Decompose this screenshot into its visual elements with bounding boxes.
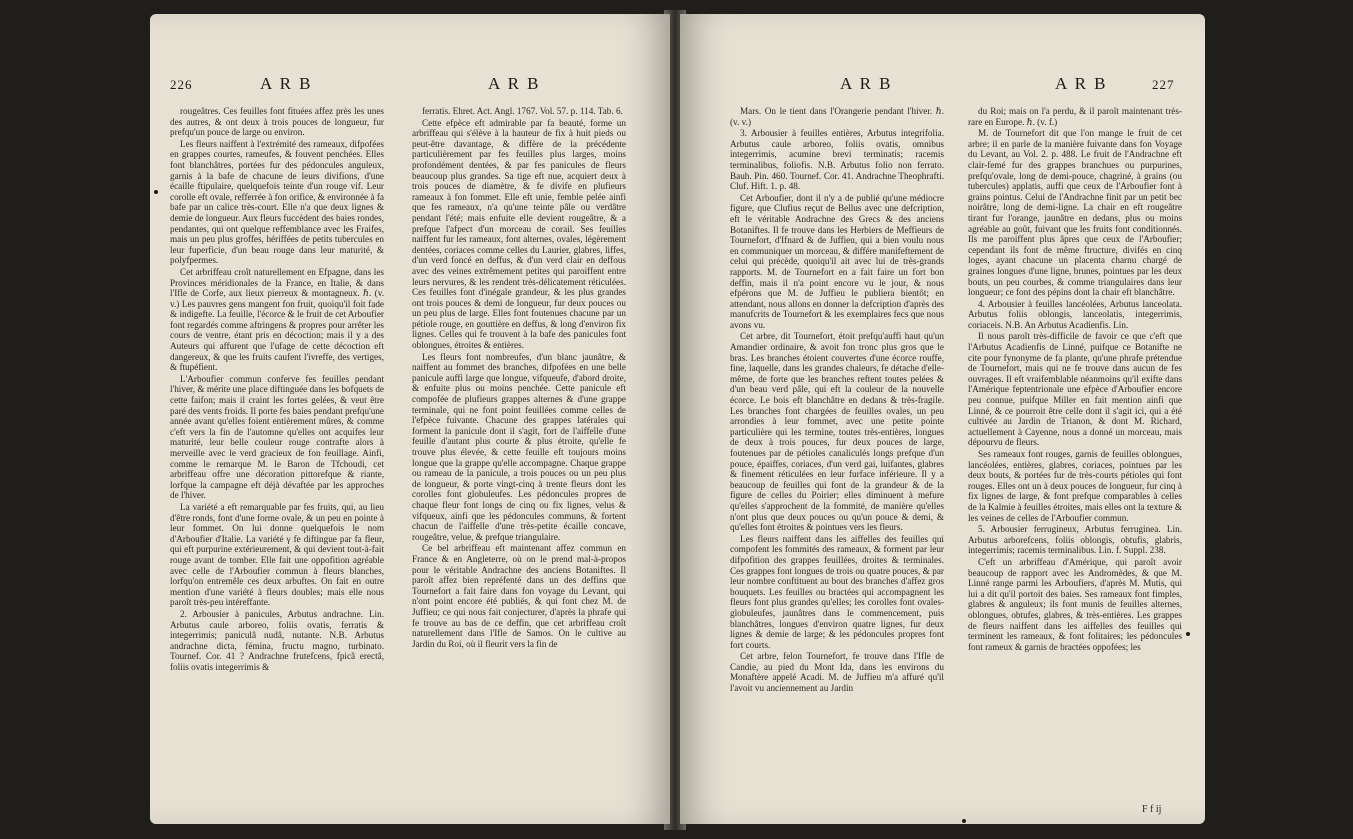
paragraph: Ce bel arbriffeau eft maintenant affez commun en France & en Angleterre, où on le prend mal-à-propos pour le véritable Andrachne des anciens Botaniftes. Il paroît affez bien repréfenté dans un des deffins que Tournefort a fait faire dans fon voyage du Levant, qui n'ont point encore été publiés, & qui font chez M. de Juffieu; ce qui nous fait conjecturer, d'après la phrafe qui fe trouve au bas de ce deffin, que cet arbriffeau croît naturellement dans l'Ifle de Samos. On le cultive au Jardin du Roi, où il fleurit vers la fin de (412, 543, 626, 649)
paragraph: L'Arboufier commun conferve fes feuilles pendant l'hiver, & mérite une place diftinguée dans les bofquets de cette faifon; mais il craint les fortes gelées, & veut être paré des vents froids. Il porte fes baies pendant prefqu'une année avant qu'elles foient entièrement mûres, & comme c'eft vers la fin de l'automne qu'elles ont acquifes leur maturité, leur belle couleur rouge contrafte alors à merveille avec le verd gracieux de fon feuillage. Ainfi, comme le remarque M. le Baron de Tfchoudi, cet arbriffeau offre une décoration pittorefque & riante, lorfque la campagne eft déjà dévaftée par les approches de l'hiver. (170, 373, 384, 501)
left-headword-2: A R B (488, 74, 541, 93)
paragraph: C'eft un arbriffeau d'Amérique, qui paroît avoir beaucoup de rapport avec les Andromèdes, & que M. Linné range parmi les Arboufiers, d'après M. Mutis, qui lui a dit qu'il portoit des baies. Ses rameaux font fimples, glabres & anguleux; ils font munis de feuilles alternes, oblongues, obtufes, glabres, & très-entières. Les grappes de fleurs naiffent dans les aiffelles des feuilles qui terminent les rameaux, & font folitaires; les pédoncules font rameux & garnis de bractées oppofées; les (968, 556, 1182, 652)
left-running-head (150, 74, 670, 98)
paragraph: Les fleurs font nombreufes, d'un blanc jaunâtre, & naiffent au fommet des branches, difpofées en une belle panicule auffi large que longue, vifqueufe, d'abord droite, & enfuite plus ou moins penchée. Cette panicule eft compofée de plufieurs grappes alternes & d'une grappe terminale, qui ne font point feuillées comme celles de l'efpèce fuivante. Chacune des grappes latérales qui forment la panicule dont il s'agit, fort de l'aiffelle d'une feuille d'autant plus courte & plus étroite, qu'elle fe trouve plus élevée, & cette feuille eft toujours moins longue que la grappe qu'elle accompagne. Chaque grappe ou rameau de la panicule, a trois pouces ou un peu plus de longueur, & porte vingt-cinq à trente fleurs dont les corolles font globuleufes. Les pédoncules propres de chaque fleur font longs de cinq ou fix lignes, velus & vifqueux, ainfi que les pédoncules communs, & fortent chacun de l'aiffelle d'une très-petite écaille concave, rougeâtre, velue, & prefque triangulaire. (412, 351, 626, 542)
paragraph: Cet arbre, dit Tournefort, étoit prefqu'auffi haut qu'un Amandier ordinaire, & avoit fon tronc plus gros que le bras. Les branches étoient couvertes d'une écorce rouffe, fine, laquelle, dans les grandes chaleurs, fe détache d'elle-même, de forte que les branches reftent toutes pelées & d'un beau verd pâle, qui eft la couleur de la nouvelle écorce. Le bois eft blanchâtre en dedans & très-fragile. Les branches font chargées de feuilles ovales, un peu arrondies à leur fommet, avec une petite pointe particulière qui les termine, toutes très-entières, longues de deux à trois pouces, fur deux pouces de large, foutenues par de pétioles canaliculés longs prefque d'un pouce, épaiffes, coriaces, d'un verd gai, luifantes, glabres & finement réticulées en leur furface inférieure. Il y a beaucoup de feuilles qui font de la grandeur & de la figure de celles du Poirier; elles diminuent à mefure qu'elles s'approchent de la fommité, de manière qu'elles n'ont plus que deux pouces ou qu'un pouce & demi, & qu'elles font étroites & pointues vers les fleurs. (730, 331, 944, 533)
paragraph: du Roi; mais on l'a perdu, & il paroît maintenant très-rare en Europe. ℏ. (v. f.) (968, 106, 1182, 127)
left-column-2 (412, 106, 626, 650)
left-headword-1: A R B (260, 74, 313, 93)
right-column-2 (968, 106, 1182, 653)
left-page-number: 226 (170, 77, 193, 92)
paragraph: M. de Tournefort dit que l'on mange le fruit de cet arbre; il en parle de la manière fuivante dans fon Voyage du Levant, au Vol. 2. p. 488. Le fruit de l'Andrachne eft clair-femé fur des grappes branchues ou purpurines, prefqu'ovale, long de demi-pouce, chagriné, à grains (ou tubercules) applatis, auffi que ceux de l'Arboufier font à grains pointus. Celui de l'Andrachne finit par un petit bec noirâtre, long de demi-ligne. La chair en eft rougeâtre tirant fur l'orange, jaunâtre en dedans, plus ou moins agréable au goût, fuivant que les fruits font conditionnés. Ils me paroiffent plus âpres que ceux de l'Arboufier; cependant ils font de même ftructure, divifés en cinq loges, ayant chacune un placenta charnu chargé de graines longues d'une ligne, brunes, pointues par les deux bouts, un peu courbes, & comme triangulaires dans leur longueur; ce font des pépins dont la chair eft blanchâtre. (968, 128, 1182, 298)
paragraph: Il nous paroît très-difficile de favoir ce que c'eft que l'Arbutus Acadienfis de Linné, puifque ce Botanifte ne cite pour fynonyme de fa plante, qu'une phrafe prétendue de Tournefort, mais qui ne fe trouve dans aucun de fes ouvrages. Il eft vraifemblable néanmoins qu'il exifte dans l'Amérique feptentrionale une efpèce d'Arboufier encore peu connue, puifque Miller en fait mention ainfi que Linné, & ce pourroit être celle dont il s'agit ici, qui a été cultivée au Jardin de Trianon, & dont M. Richard, actuellement à Cayenne, nous a donné un morceau, mais dépourvu de fleurs. (968, 331, 1182, 448)
right-headword-2: A R B (1055, 74, 1108, 93)
right-page-number: 227 (1152, 77, 1175, 92)
margin-mark-right (1186, 632, 1190, 636)
paragraph: 2. Arbousier à panicules, Arbutus andrachne. Lin. Arbutus caule arboreo, foliis ovatis, ferratis & integerrimis; paniculâ nudâ, nutante. N.B. Arbutus andrachne dicta, fémina, fructu magno, turbinato. Tournef. Cor. 41 ? Andrachne frutefcens, fpicâ erectâ, foliis ovatis integerrimis & (170, 608, 384, 672)
left-column-1 (170, 106, 384, 673)
right-column-1 (730, 106, 944, 695)
left-page (150, 14, 670, 824)
paragraph: Cet arbriffeau croît naturellement en Efpagne, dans les Provinces méridionales de la France, en Italie, & dans l'Ifle de Corfe, aux lieux pierreux & montagneux. ℏ. (v. v.) Les pauvres gens mangent fon fruit, quoiqu'il foit fade & indigefte. La feuille, l'écorce & le fruit de cet Arboufier font regardés comme aftringens & propres pour arrêter les cours de ventre, étant pris en décoction; mais il y a des Auteurs qui affurent que l'ufage de cette décoction eft dangereux, & que les fruits caufent l'ivreffe, des vertiges, & ftupéfient. (170, 266, 384, 373)
margin-mark-bottom (962, 819, 966, 823)
right-headword-1: A R B (840, 74, 893, 93)
right-page (680, 14, 1205, 824)
paragraph: Les fleurs naiffent à l'extrémité des rameaux, difpofées en grappes courtes, rameufes, & fouvent penchées. Elles font blanchâtres, portées fur des pédoncules anguleux, garnis à la bafe de chacune de leurs divifions, d'une écaille ftipulaire, quelquefois teinte d'un rouge vif. Leur corolle eft ovale, refferrée à fon orifice, & environnée à fa bafe par un calice très-court. Elle n'a que deux lignes & demie de longueur. Aux fleurs fuccèdent des baies rondes, pendantes, qui ont quelque reffemblance avec les Fraifes, mais un peu plus groffes, hériffées de petits tubercules en leur fuperficie, d'un beau rouge dans leur maturité, & polyfpermes. (170, 138, 384, 266)
paragraph: Ses rameaux font rouges, garnis de feuilles oblongues, lancéolées, entières, glabres, coriaces, pointues par les deux bouts, & portées fur de très-courts pétioles qui font rouges. Elles ont un à deux pouces de longueur, fur cinq à fix lignes de large, & font prefque comparables à celles de la Kalmie à feuilles étroites, mais elles ont la texture & les veines de celles de l'Arboufier commun. (968, 449, 1182, 523)
paragraph: 5. Arbousier ferrugineux, Arbutus ferruginea. Lin. Arbutus arborefcens, foliis oblongis, obtufis, glabris, integerrimis; racemis terminalibus. Lin. f. Suppl. 238. (968, 524, 1182, 556)
paragraph: Cette efpèce eft admirable par fa beauté, forme un arbriffeau qui s'élève à la hauteur de fix à huit pieds ou peut-être davantage, & diffère de la précédente particulièrement par fes feuilles plus larges, moins profondément dentées, & par fes panicules de fleurs beaucoup plus grandes. Sa tige eft nue, acquiert deux à trois pouces de diamètre, & fe divife en plufieurs rameaux à fon fommet. Elle eft unie, femble pelée ainfi que fes rameaux, n'a qu'une teinte pâle ou verdâtre pendant l'été; mais enfuite elle devient rougeâtre, & a prefque l'afpect d'un morceau de corail. Ses feuilles naiffent fur les rameaux, font alternes, ovales, légèrement dentées, coriaces comme celles du Laurier, glabres, liffes, d'un verd foncé en deffus, & d'un verd clair en deffous avec des veines extrêmement petites qui paroiffent entre leurs nervures, & les rendent très-délicatement réticulées. Ces feuilles font d'inégale grandeur, & les plus grandes ont trois pouces & demi de longueur, fur deux pouces ou un peu plus de large. Elles font foutenues chacune par un pétiole rouge, en gouttière en deffus, & long d'environ fix lignes. Celles qui fe trouvent à la bafe des panicules font oblongues, étroites & entières. (412, 117, 626, 351)
signature-mark: F f ij (1142, 804, 1162, 815)
paragraph: 4. Arbousier à feuilles lancéolées, Arbutus lanceolata. Arbutus foliis oblongis, lanceolatis, integerrimis, coriaceis. N.B. An Arbutus Acadienfis. Lin. (968, 298, 1182, 330)
paragraph: Mars. On le tient dans l'Orangerie pendant l'hiver. ℏ. (v. v.) (730, 106, 944, 127)
paragraph: 3. Arbousier à feuilles entières, Arbutus integrifolia. Arbutus caule arboreo, foliis ovatis, omnibus integerrimis, acumine brevi terminatis; racemis terminalibus, foliofis. N.B. Arbutus folio non ferrato. Bauh. Pin. 460. Tournef. Cor. 41. Andrachne Theophrafti. Cluf. Hift. 1. p. 48. (730, 128, 944, 192)
paragraph: Cet Arboufier, dont il n'y a de publié qu'une médiocre figure, que Clufius reçut de Bellus avec une defcription, eft le véritable Andrachne des Grecs & des anciens Botaniftes. Il fe trouve dans les Herbiers de Meffieurs de Tournefort, d'Ifnard & de Juffieu, qui a bien voulu nous en communiquer un morceau, & différe manifeftement de celui qui précède, quoiqu'il ait avec lui de très-grands rapports. M. de Tournefort en a fait faire un fort bon deffin, mais il n'a point encore vu le jour, & nous efpérons que M. de Juffieu le publiera bientôt; en attendant, nous allons en donner la defcription d'après des manufcrits de Tournefort & les exemplaires fecs que nous avons vu. (730, 192, 944, 330)
paragraph: Les fleurs naiffent dans les aiffelles des feuilles qui compofent les fommités des rameaux, & forment par leur difpofition des grappes feuillées, droites & terminales. Ces grappes font longues de trois ou quatre pouces, & par leur nombre conftituent au bout des branches d'affez gros bouquets. Les feuilles ou bractées qui accompagnent les fleurs font plus grandes qu'elles; les corolles font ovales-globuleufes, jaunâtres dans le commencement, puis blanchâtres, longues d'environ quatre lignes, fur deux lignes & demie de large; & les pédoncules propres font fort courts. (730, 533, 944, 650)
right-running-head (680, 74, 1205, 98)
paragraph: rougeâtres. Ces feuilles font fituées affez près les unes des autres, & ont deux à trois pouces de longueur, fur prefqu'un pouce de large ou environ. (170, 106, 384, 138)
paragraph: Cet arbre, felon Tournefort, fe trouve dans l'Ifle de Candie, au pied du Mont Ida, dans les environs du Monaftère appelé Acadi. M. de Juffieu m'a affuré qu'il l'avoit vu anciennement au Jardin (730, 651, 944, 694)
paragraph: La variété a eft remarquable par fes fruits, qui, au lieu d'être ronds, font d'une forme ovale, & un peu en pointe à leur fommet. On lui donne quelquefois le nom d'Arboufier d'Italie. La variété γ fe diftingue par fa fleur, qui eft purpurine extérieurement, & qui devient tout-à-fait rouge avant de tomber. Elle fait une oppofition agréable avec celle de l'Arboufier commun à fleurs blanches, lorfqu'on entremêle ces deux arbuftes. On fait en outre mention d'une variété à fleurs doubles; mais elle nous paroît très-peu intéreffante. (170, 501, 384, 608)
paragraph: ferratis. Ehret. Act. Angl. 1767. Vol. 57. p. 114. Tab. 6. (422, 106, 623, 116)
margin-mark (154, 190, 158, 194)
